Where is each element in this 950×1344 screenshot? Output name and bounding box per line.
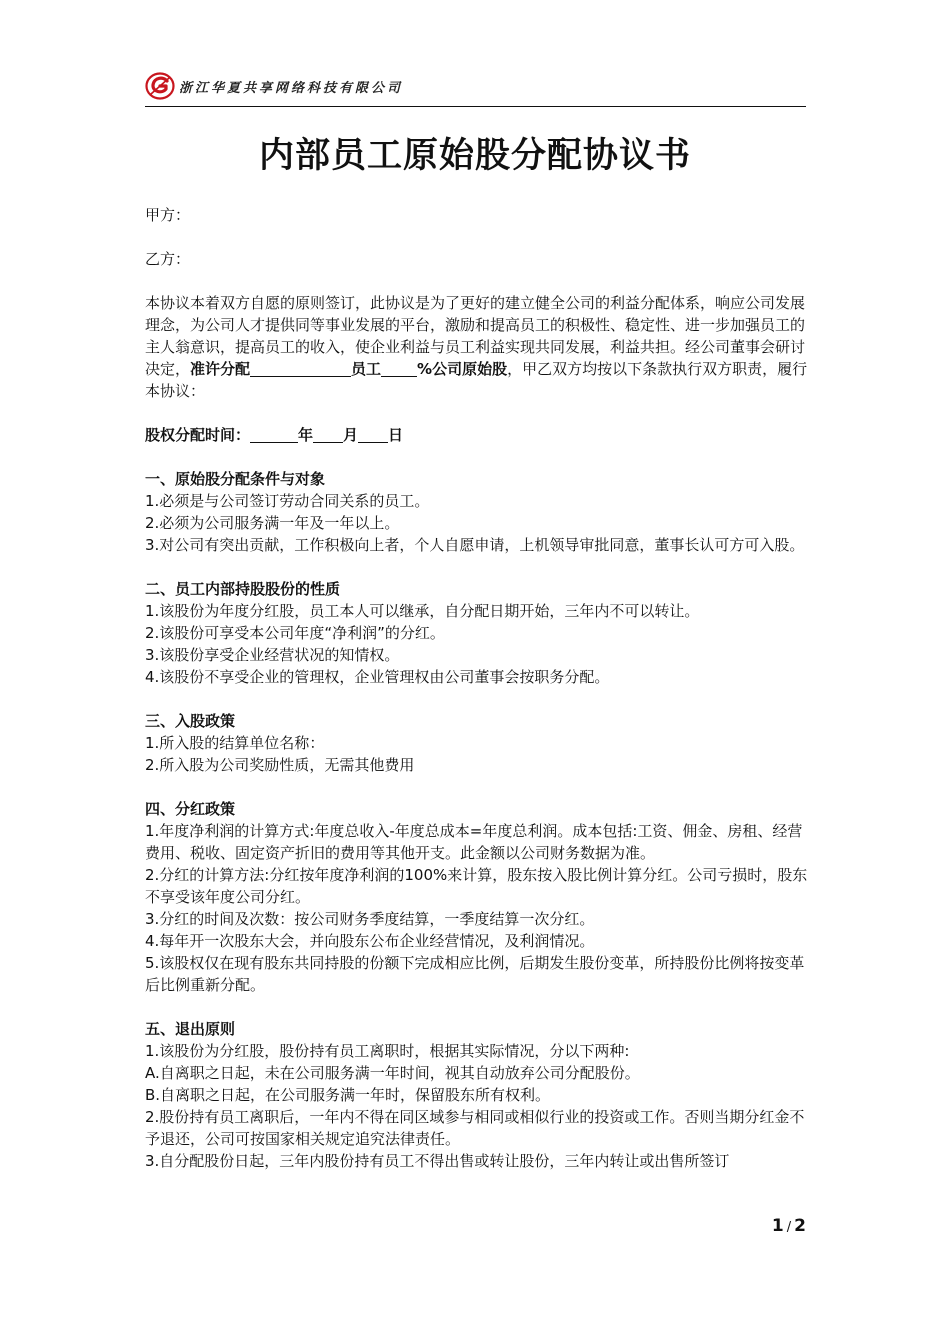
- allocation-time: 股权分配时间： 年 月 日: [145, 426, 404, 444]
- company-logo-icon: [145, 72, 175, 100]
- company-name: 浙江华夏共享网络科技有限公司: [179, 80, 404, 96]
- section-item: 3.分红的时间及次数：按公司财务季度结算，一季度结算一次分红。: [145, 910, 595, 928]
- year-blank: [250, 426, 298, 443]
- section-item: 1.必须是与公司签订劳动合同关系的员工。: [145, 492, 430, 510]
- section-heading: 一、原始股分配条件与对象: [145, 470, 326, 488]
- section-item: 2.分红的计算方法:分红按年度净利润的100%来计算，股东按入股比例计算分红。公司亏损时，股东不享受该年度公司分红。: [145, 866, 808, 906]
- document-body: [145, 204, 809, 1172]
- allocation-time-label: 股权分配时间：: [145, 426, 251, 444]
- employee-name-blank: [250, 360, 351, 377]
- section-item: 4.该股份不享受企业的管理权，企业管理权由公司董事会按职务分配。: [145, 668, 610, 686]
- intro-permit: 准许分配: [190, 360, 251, 378]
- section-heading: 三、入股政策: [145, 712, 236, 730]
- intro-percent: %公司原始股: [417, 360, 508, 378]
- section-item: 2.该股份可享受本公司年度“净利润”的分红。: [145, 624, 445, 642]
- intro-employee: 员工: [351, 360, 382, 378]
- party-a-label: 甲方：: [145, 206, 191, 224]
- section-item: 2.必须为公司服务满一年及一年以上。: [145, 514, 400, 532]
- section-item: 1.年度净利润的计算方式:年度总收入-年度总成本=年度总利润。成本包括:工资、佣金、房租、经营费用、税收、固定资产折旧的费用等其他开支。此金额以公司财务数据为准。: [145, 822, 803, 862]
- intro-paragraph: 本协议本着双方自愿的原则签订，此协议是为了更好的建立健全公司的利益分配体系，响应公司发展理念，为公司人才提供同等事业发展的平台，激励和提高员工的积极性、稳定性、进一步加强员工的主人翁意识，提高员工的收入，使企业利益与员工利益实现共同发展，利益共担。经公司董事会研讨决定，准许分配 员工 %公司原始股，甲乙双方均按以下条款执行双方职责，履行本协议：: [145, 294, 808, 400]
- percent-blank: [381, 360, 417, 377]
- section-item: 3.自分配股份日起，三年内股份持有员工不得出售或转让股份，三年内转让或出售所签订: [145, 1152, 730, 1170]
- section-item: 1.所入股的结算单位名称：: [145, 734, 325, 752]
- section-heading: 四、分红政策: [145, 800, 236, 818]
- section-item: A.自离职之日起，未在公司服务满一年时间，视其自动放弃公司分配股份。: [145, 1064, 640, 1082]
- document-title: 内部员工原始股分配协议书: [258, 136, 691, 176]
- section-item: 1.该股份为分红股，股份持有员工离职时，根据其实际情况，分以下两种:: [145, 1042, 630, 1060]
- section-item: 2.所入股为公司奖励性质，无需其他费用: [145, 756, 415, 774]
- month-blank: [313, 426, 343, 443]
- page-number: 1 / 2: [771, 1216, 806, 1236]
- section-item: 5.该股权仅在现有股东共同持股的份额下完成相应比例，后期发生股份变革，所持股份比例将按变革后比例重新分配。: [145, 954, 805, 994]
- section-item: 3.该股份享受企业经营状况的知情权。: [145, 646, 400, 664]
- party-b-label: 乙方：: [145, 250, 191, 268]
- section-heading: 二、员工内部持股股份的性质: [145, 580, 341, 598]
- section-item: 3.对公司有突出贡献，工作积极向上者，个人自愿申请，上机领导审批同意，董事长认可方可入股。: [145, 536, 805, 554]
- section-item: 1.该股份为年度分红股，员工本人可以继承，自分配日期开始，三年内不可以转让。: [145, 602, 700, 620]
- sections: [145, 468, 809, 1172]
- section-item: B.自离职之日起，在公司服务满一年时，保留股东所有权利。: [145, 1086, 551, 1104]
- section-heading: 五、退出原则: [145, 1020, 236, 1038]
- header-divider: [145, 106, 806, 107]
- section-item: 4.每年开一次股东大会，并向股东公布企业经营情况，及利润情况。: [145, 932, 595, 950]
- document-header: [145, 72, 403, 100]
- section-item: 2.股份持有员工离职后，一年内不得在同区域参与相同或相似行业的投资或工作。否则当期分红金不予退还，公司可按国家相关规定追究法律责任。: [145, 1108, 805, 1148]
- day-blank: [358, 426, 388, 443]
